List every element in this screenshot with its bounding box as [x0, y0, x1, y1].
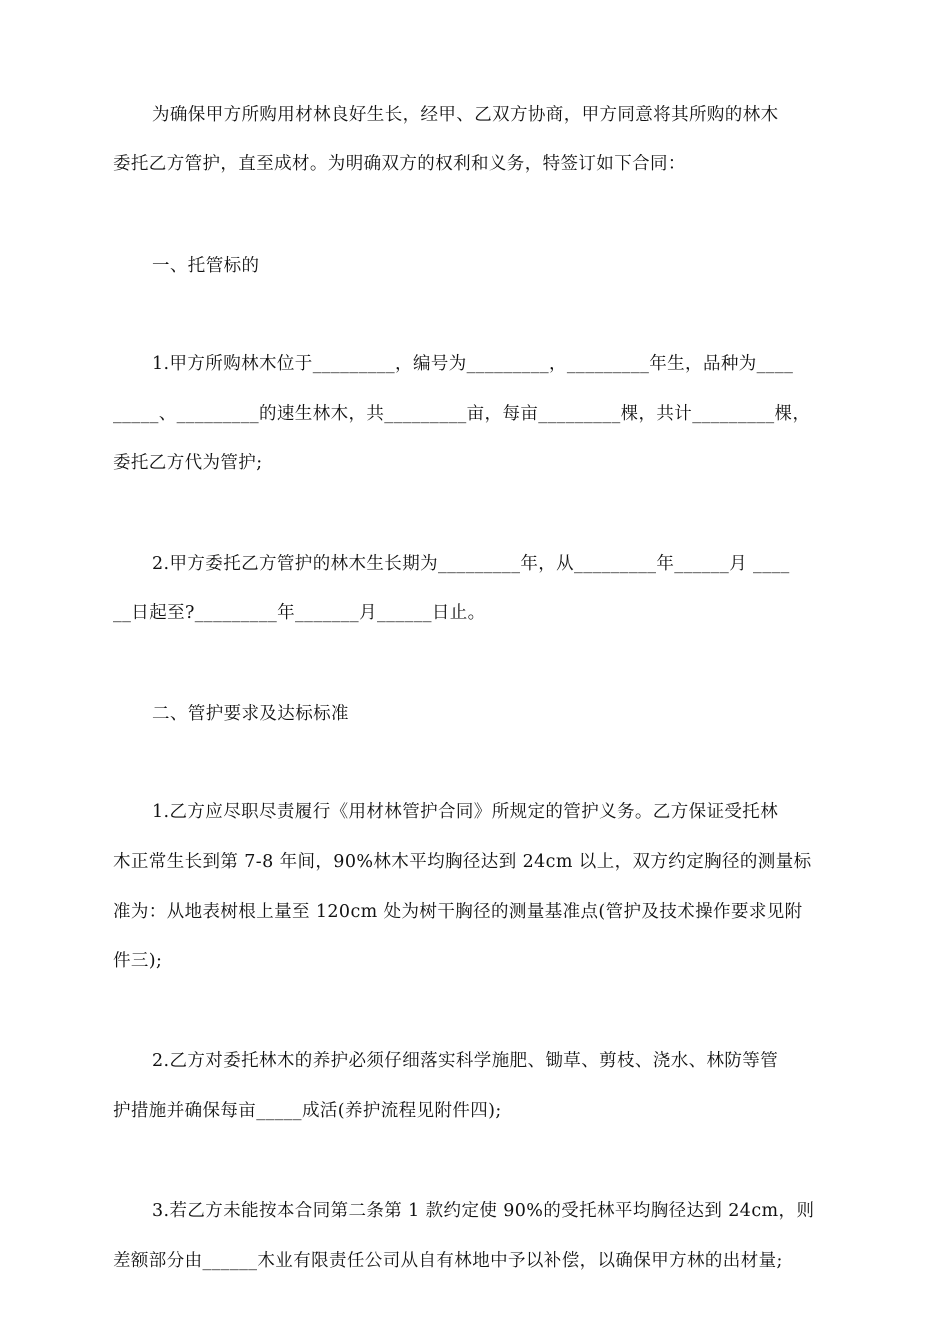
section-2-item-3-line-1: 3.若乙方未能按本合同第二条第 1 款约定使 90%的受托林平均胸径达到 24cm，则	[152, 1201, 815, 1221]
section-1-item-1-line-2: _____、_________的速生林木，共_________亩，每亩_________棵，共计_________棵，	[113, 404, 811, 424]
intro-line-1: 为确保甲方所购用材林良好生长，经甲、乙双方协商，甲方同意将其所购的林木	[152, 105, 779, 125]
section-1-item-1-line-1: 1.甲方所购林木位于_________，编号为_________，_________年生，品种为____	[152, 354, 794, 374]
section-2-heading: 二、管护要求及达标标准	[152, 704, 349, 724]
section-2-item-2-line-1: 2.乙方对委托林木的养护必须仔细落实科学施肥、锄草、剪枝、浇水、林防等管	[152, 1051, 779, 1071]
section-1-item-2-line-2: __日起至?_________年_______月______日止。	[113, 603, 486, 623]
intro-line-2: 委托乙方管护，直至成材。为明确双方的权利和义务，特签订如下合同：	[113, 154, 686, 174]
section-2-item-1-line-3: 准为：从地表树根上量至 120cm 处为树干胸径的测量基准点(管护及技术操作要求见附	[113, 902, 803, 922]
section-2-item-1-line-2: 木正常生长到第 7-8 年间，90%林木平均胸径达到 24cm 以上，双方约定胸径的测量标	[113, 852, 812, 872]
section-1-heading: 一、托管标的	[152, 256, 260, 276]
section-2-item-2-line-2: 护措施并确保每亩_____成活(养护流程见附件四);	[113, 1101, 502, 1121]
section-2-item-1-line-1: 1.乙方应尽职尽责履行《用材林管护合同》所规定的管护义务。乙方保证受托林	[152, 802, 779, 822]
section-1-item-2-line-1: 2.甲方委托乙方管护的林木生长期为_________年，从_________年______月 ____	[152, 554, 790, 574]
section-1-item-1-line-3: 委托乙方代为管护;	[113, 453, 263, 473]
section-2-item-1-line-4: 件三);	[113, 951, 163, 971]
section-2-item-3-line-2: 差额部分由______木业有限责任公司从自有林地中予以补偿，以确保甲方林的出材量;	[113, 1251, 783, 1271]
